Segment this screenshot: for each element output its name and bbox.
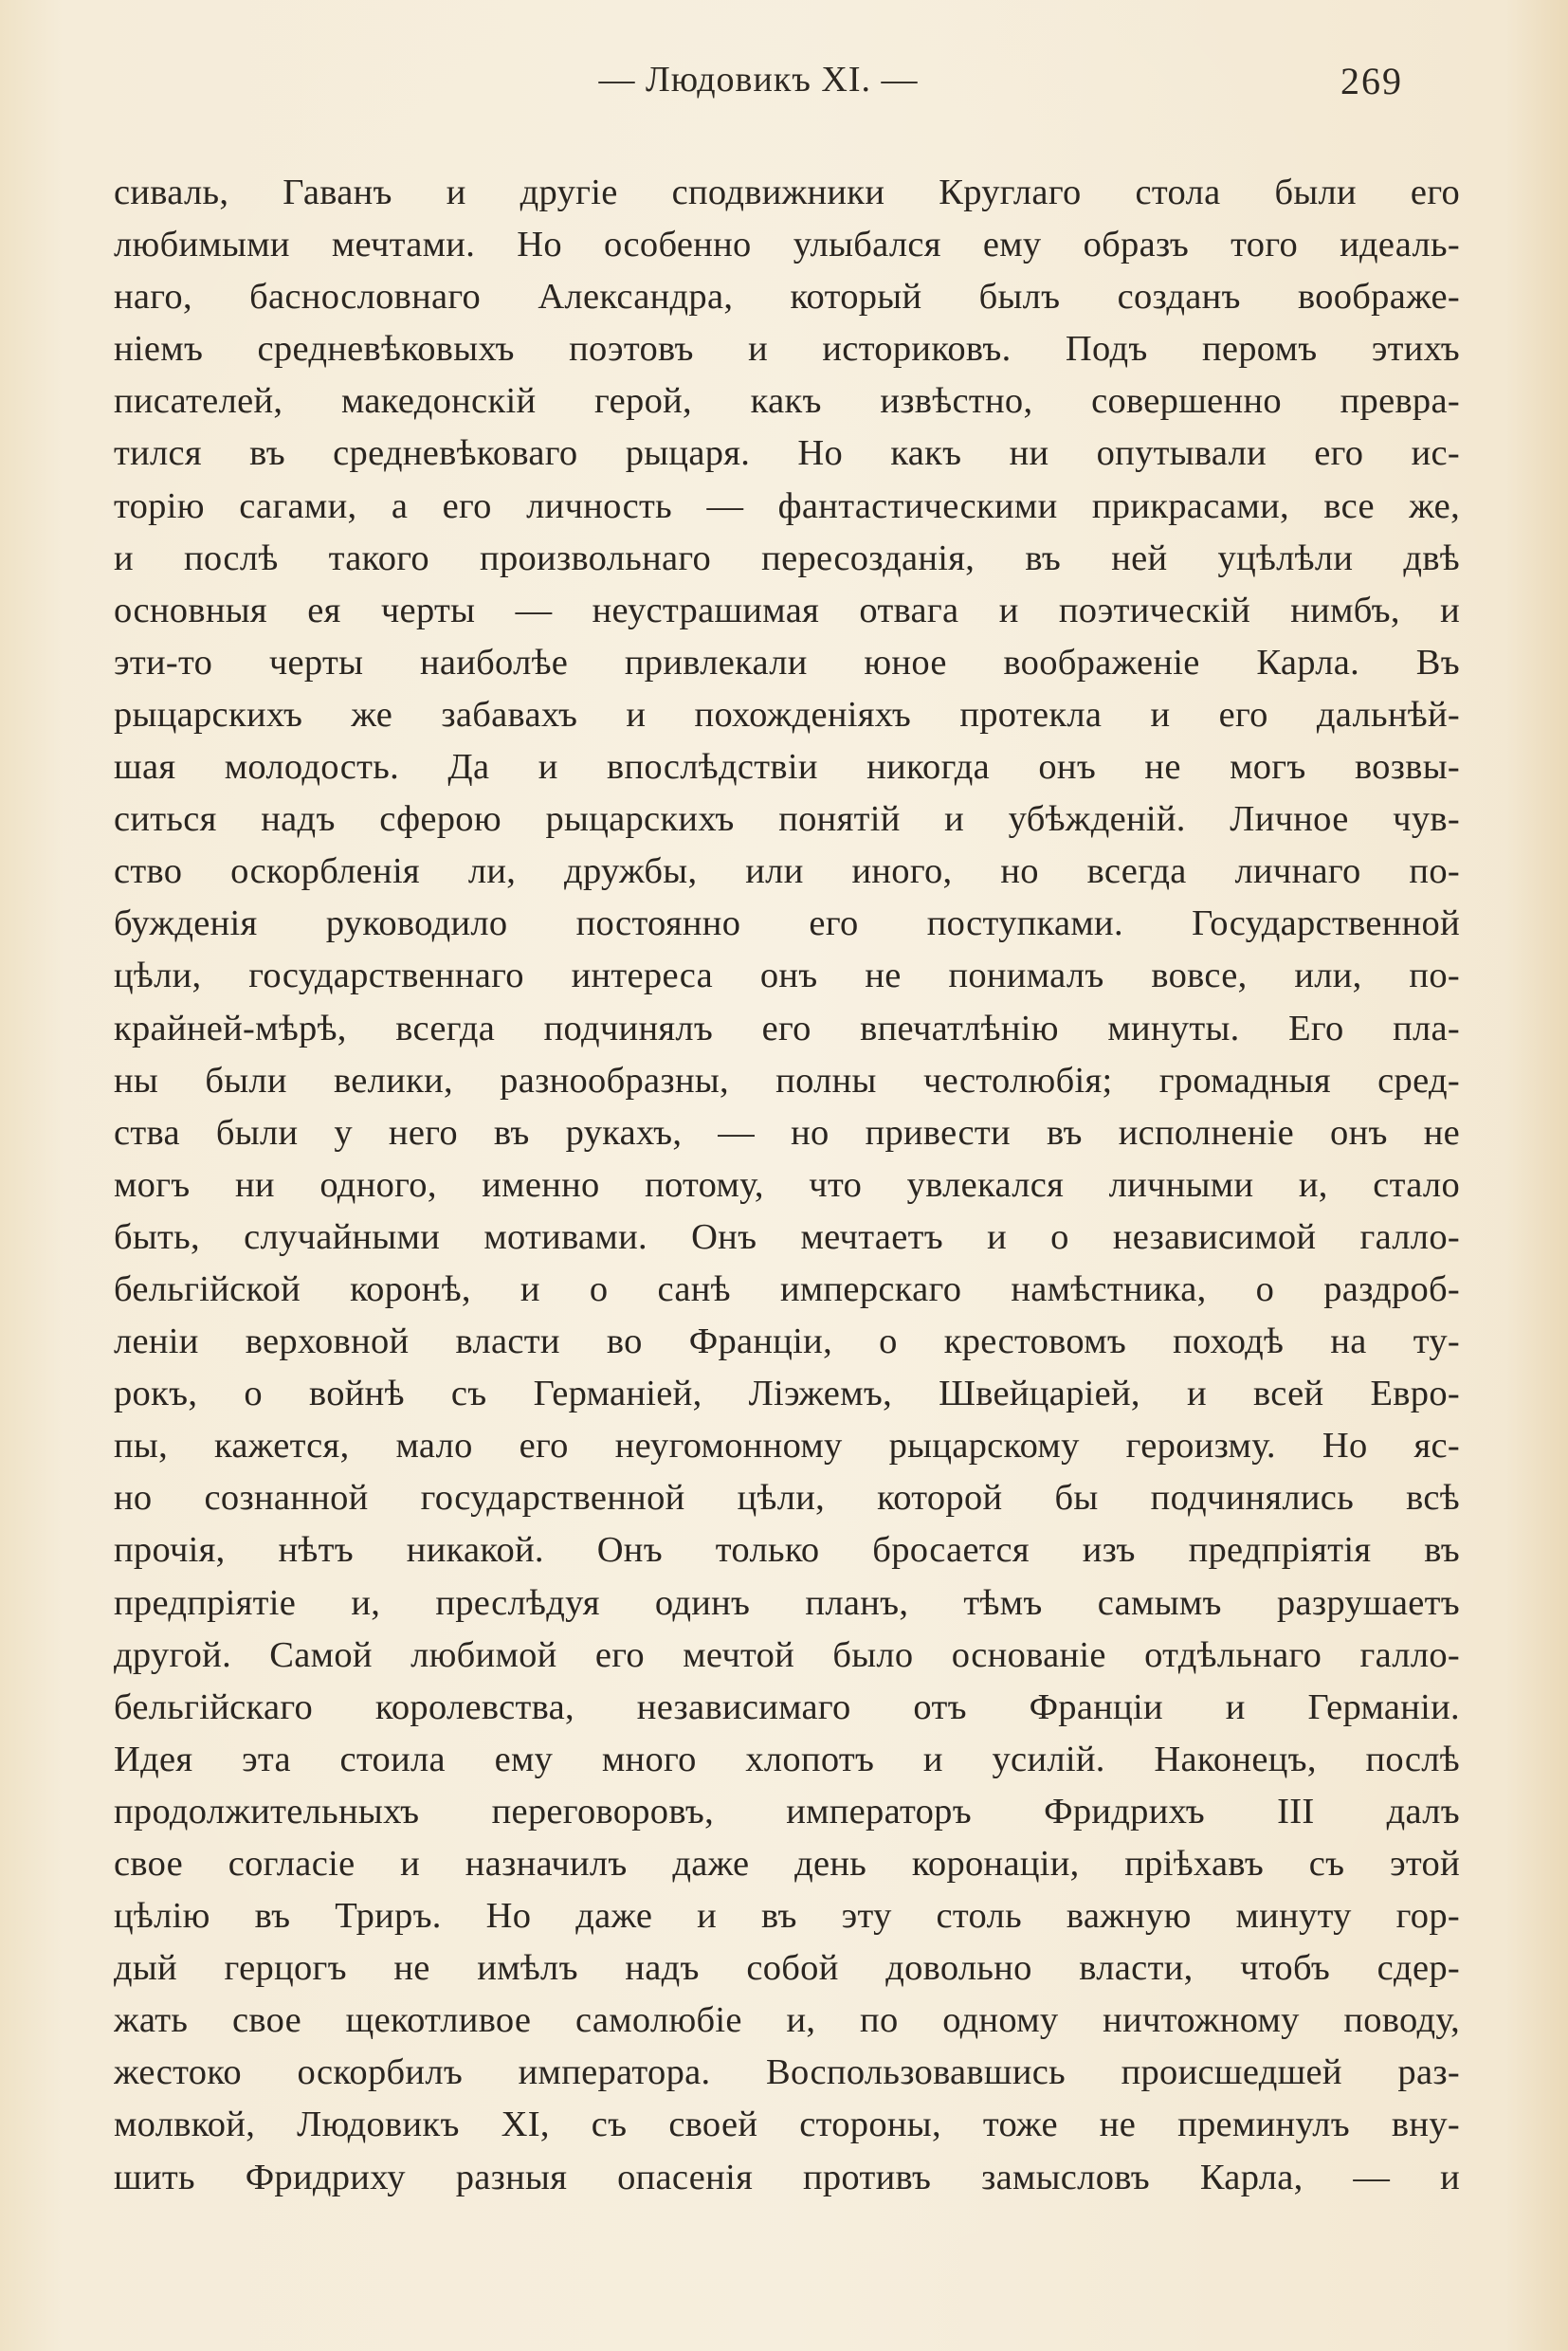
text-line: ны были велики, разнообразны, полны честолюбія; громадныя сред- <box>114 1060 1460 1101</box>
text-line: цѣли, государственнаго интереса онъ не понималъ вовсе, или, по- <box>114 956 1460 996</box>
text-line: прочія, нѣтъ никакой. Онъ только бросается изъ предпріятія въ <box>114 1530 1460 1571</box>
text-line: свое согласіе и назначилъ даже день коронаціи, пріѣхавъ съ этой <box>114 1844 1460 1884</box>
text-line: ніемъ средневѣковыхъ поэтовъ и историковъ. Подъ перомъ этихъ <box>114 329 1460 370</box>
text-line: пы, кажется, мало его неугомонному рыцарскому героизму. Но яс- <box>114 1426 1460 1467</box>
text-line: бужденія руководило постоянно его поступками. Государственной <box>114 903 1460 944</box>
text-line: жать свое щекотливое самолюбіе и, по одному ничтожному поводу, <box>114 2000 1460 2041</box>
text-line: бельгійскаго королевства, независимаго отъ Франціи и Германіи. <box>114 1686 1460 1727</box>
text-line: леніи верховной власти во Франціи, о крестовомъ походѣ на ту- <box>114 1321 1460 1362</box>
text-line: другой. Самой любимой его мечтой было основаніе отдѣльнаго галло- <box>114 1634 1460 1675</box>
text-line: жестоко оскорбилъ императора. Воспользовавшись происшедшей раз- <box>114 2052 1460 2093</box>
text-line: ство оскорбленія ли, дружбы, или иного, но всегда личнаго по- <box>114 851 1460 892</box>
text-line: шить Фридриху разныя опасенія противъ замысловъ Карла, — и <box>114 2157 1460 2197</box>
text-line: торію сагами, а его личность — фантастическими прикрасами, все же, <box>114 485 1460 526</box>
text-line: крайней-мѣрѣ, всегда подчинялъ его впечатлѣнію минуты. Его пла- <box>114 1008 1460 1048</box>
text-line: писателей, македонскій герой, какъ извѣстно, совершенно превра- <box>114 381 1460 422</box>
text-line: ства были у него въ рукахъ, — но привести въ исполненіе онъ не <box>114 1112 1460 1153</box>
text-line: сиваль, Гаванъ и другіе сподвижники Круглаго стола были его <box>114 173 1460 212</box>
text-line: и послѣ такого произвольнаго пересозданія, въ ней уцѣлѣли двѣ <box>114 538 1460 578</box>
page-header <box>114 59 1403 116</box>
text-line: эти-то черты наиболѣе привлекали юное воображеніе Карла. Въ <box>114 642 1460 683</box>
body-text <box>114 167 1460 2204</box>
text-line: быть, случайными мотивами. Онъ мечтаетъ и о независимой галло- <box>114 1216 1460 1257</box>
text-line: могъ ни одного, именно потому, что увлекался личными и, стало <box>114 1164 1460 1205</box>
text-line: но сознанной государственной цѣли, которой бы подчинялись всѣ <box>114 1478 1460 1519</box>
text-line: Идея эта стоила ему много хлопотъ и усилій. Наконецъ, послѣ <box>114 1739 1460 1779</box>
text-line: бельгійской коронѣ, и о санѣ имперскаго намѣстника, о раздроб- <box>114 1268 1460 1309</box>
text-line: наго, баснословнаго Александра, который былъ созданъ воображе- <box>114 277 1460 318</box>
text-line: молвкой, Людовикъ XI, съ своей стороны, тоже не преминулъ вну- <box>114 2105 1460 2145</box>
text-line: цѣлію въ Триръ. Но даже и въ эту столь важную минуту гор- <box>114 1896 1460 1937</box>
text-line: предпріятіе и, преслѣдуя одинъ планъ, тѣмъ самымъ разрушаетъ <box>114 1582 1460 1623</box>
running-title: — Людовикъ XI. — <box>598 60 919 100</box>
text-line: основныя ея черты — неустрашимая отвага и поэтическій нимбъ, и <box>114 590 1460 630</box>
text-line: любимыми мечтами. Но особенно улыбался ему образъ того идеаль- <box>114 225 1460 265</box>
text-line: рыцарскихъ же забавахъ и похожденіяхъ протекла и его дальнѣй- <box>114 694 1460 735</box>
text-line: рокъ, о войнѣ съ Германіей, Ліэжемъ, Швейцаріей, и всей Евро- <box>114 1374 1460 1414</box>
text-line: дый герцогъ не имѣлъ надъ собой довольно власти, чтобъ сдер- <box>114 1948 1460 1989</box>
text-line: шая молодость. Да и впослѣдствіи никогда онъ не могъ возвы- <box>114 747 1460 788</box>
text-line: тился въ средневѣковаго рыцаря. Но какъ ни опутывали его ис- <box>114 433 1460 474</box>
text-line: ситься надъ сферою рыцарскихъ понятій и убѣжденій. Личное чув- <box>114 799 1460 840</box>
page-number: 269 <box>1340 60 1403 102</box>
text-line: продолжительныхъ переговоровъ, императоръ Фридрихъ III далъ <box>114 1791 1460 1832</box>
